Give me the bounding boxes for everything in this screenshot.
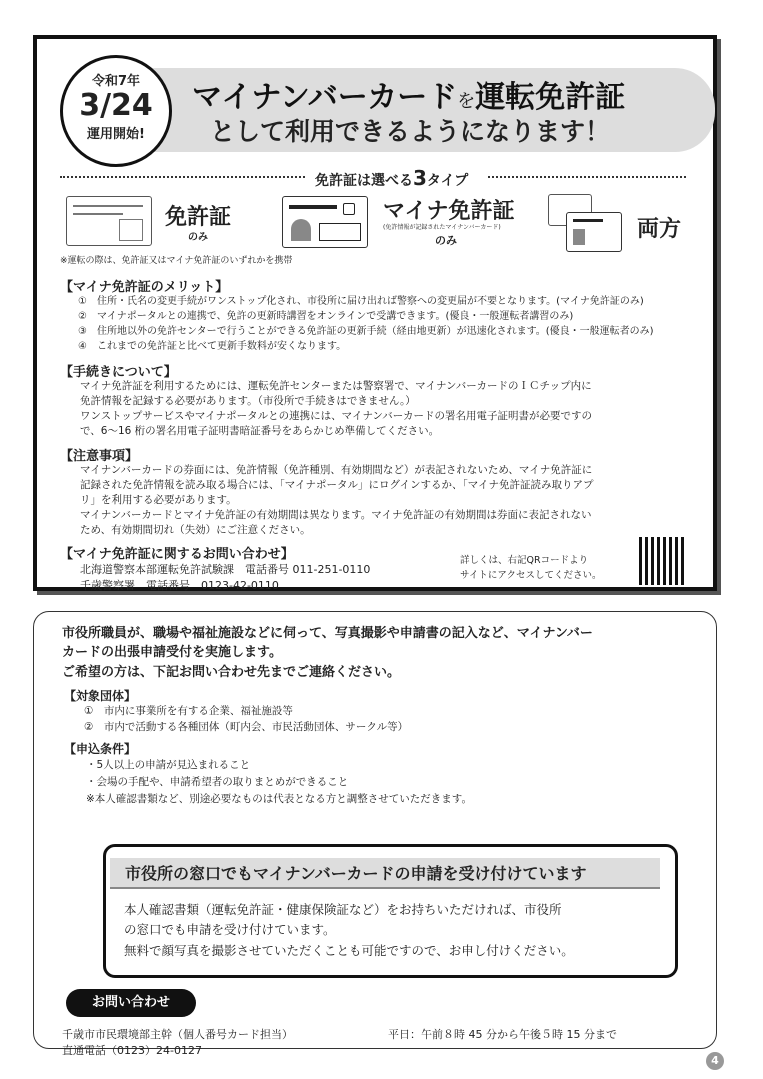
divider-left	[60, 176, 305, 178]
caution-line: 記録された免許情報を読み取る場合には、「マイナポータル」にログインするか、「マイナ免許証読み取りアプ	[80, 479, 594, 491]
page-number: 4	[706, 1052, 724, 1070]
outreach-lead: 市役所職員が、職場や福祉施設などに伺って、写真撮影や申請書の記入など、マイナンバー	[62, 626, 593, 641]
qr-code[interactable]	[639, 537, 687, 585]
type-license: 免許証	[165, 205, 232, 230]
type-license-only: のみ	[188, 232, 208, 243]
window-line: 無料で顔写真を撮影させていただくことも可能ですので、お申し付けください。	[124, 943, 574, 958]
condition-item: ・5人以上の申請が見込まれること	[86, 759, 251, 771]
license-card-icon	[66, 196, 152, 246]
page-subtitle: として利用できるようになります！	[210, 117, 611, 146]
caution-title: 【注意事項】	[60, 449, 139, 464]
merit-item: ① 住所・氏名の変更手続がワンストップ化され、市役所に届け出れば警察への変更届が不要となります。(マイナ免許証のみ)	[78, 296, 644, 307]
window-line: の窓口でも申請を受け付けています。	[124, 922, 336, 937]
carry-note: ※運転の際は、免許証又はマイナ免許証のいずれかを携帯	[60, 256, 293, 266]
myna-card-icon	[282, 196, 368, 248]
condition-item: ※本人確認書類など、別途必要なものは代表となる方と調整させていただきます。	[86, 793, 472, 805]
condition-title: 【申込条件】	[64, 742, 137, 756]
target-title: 【対象団体】	[64, 689, 137, 703]
types-heading: 免許証は選べる3タイプ	[315, 166, 469, 190]
caution-line: ため、有効期間切れ（失効）にご注意ください。	[80, 524, 311, 536]
contact-title: 【マイナ免許証に関するお問い合わせ】	[60, 547, 294, 562]
procedure-line: で、6～16 桁の署名用電子証明書暗証番号をあらかじめ準備してください。	[80, 425, 440, 437]
target-item: ② 市内で活動する各種団体（町内会、市民活動団体、サークル等）	[84, 721, 409, 733]
merit-item: ④ これまでの免許証と比べて更新手数料が安くなります。	[78, 341, 347, 352]
badge-start: 運用開始!	[87, 127, 145, 142]
contact-pill: お問い合わせ	[66, 989, 196, 1017]
type-myna-note: (免許情報が記録されたマイナンバーカード)	[383, 224, 501, 231]
start-date-badge	[60, 55, 172, 167]
type-both: 両方	[637, 217, 682, 242]
window-title: 市役所の窓口でもマイナンバーカードの申請を受け付けています	[125, 864, 587, 883]
type-myna: マイナ免許証	[383, 199, 515, 224]
footer-tel: 直通電話（0123）24-0127	[62, 1044, 202, 1057]
contact-police-hq: 北海道警察本部運転免許試験課 電話番号 011-251-0110	[80, 563, 371, 576]
caution-line: リ」を利用する必要があります。	[80, 494, 237, 506]
divider-right	[488, 176, 686, 178]
both-card-front	[566, 212, 622, 252]
procedure-line: ワンストップサービスやマイナポータルとの連携には、マイナンバーカードの署名用電子証明書が必要ですの	[80, 410, 592, 422]
type-myna-only: のみ	[435, 234, 457, 247]
merit-item: ③ 住所地以外の免許センターで行うことができる免許証の更新手続（経由地更新）が迅速化されます。(優良・一般運転者のみ)	[78, 326, 654, 337]
contact-chitose-police: 千歳警察署 電話番号 0123-42-0110	[80, 579, 279, 592]
window-line: 本人確認書類（運転免許証・健康保険証など）をお持ちいただければ、市役所	[124, 902, 562, 917]
caution-line: マイナンバーカードの券面には、免許情報（免許種別、有効期間など）が表記されないため、マイナ免許証に	[80, 464, 593, 476]
merit-item: ② マイナポータルとの連携で、免許の更新時講習をオンラインで受講できます。(優良・一般運転者講習のみ)	[78, 311, 574, 322]
qr-note: サイトにアクセスしてください。	[460, 570, 602, 581]
badge-date: 3/24	[79, 88, 153, 123]
procedure-line: 免許情報を記録する必要があります。（市役所で手続きはできません。）	[80, 395, 416, 407]
condition-item: ・会場の手配や、申請希望者の取りまとめができること	[86, 776, 349, 788]
footer-dept: 千歳市市民環境部主幹（個人番号カード担当）	[62, 1028, 293, 1041]
outreach-lead: カードの出張申請受付を実施します。	[62, 645, 282, 660]
page-title: マイナンバーカードを運転免許証	[192, 80, 626, 115]
qr-note: 詳しくは、右記QRコードより	[460, 555, 589, 566]
procedure-line: マイナ免許証を利用するためには、運転免許センターまたは警察署で、マイナンバーカードのＩＣチップ内に	[80, 380, 592, 392]
caution-line: マイナンバーカードとマイナ免許証の有効期間は異なります。マイナ免許証の有効期間は券面に表記されない	[80, 509, 592, 521]
procedure-title: 【手続きについて】	[60, 365, 177, 380]
target-item: ① 市内に事業所を有する企業、福祉施設等	[84, 705, 293, 717]
merit-title: 【マイナ免許証のメリット】	[60, 280, 229, 295]
badge-year: 令和7年	[91, 74, 141, 89]
outreach-lead: ご希望の方は、下記お問い合わせ先までご連絡ください。	[62, 665, 401, 680]
footer-hours: 平日：午前８時 45 分から午後５時 15 分まで	[388, 1028, 617, 1041]
